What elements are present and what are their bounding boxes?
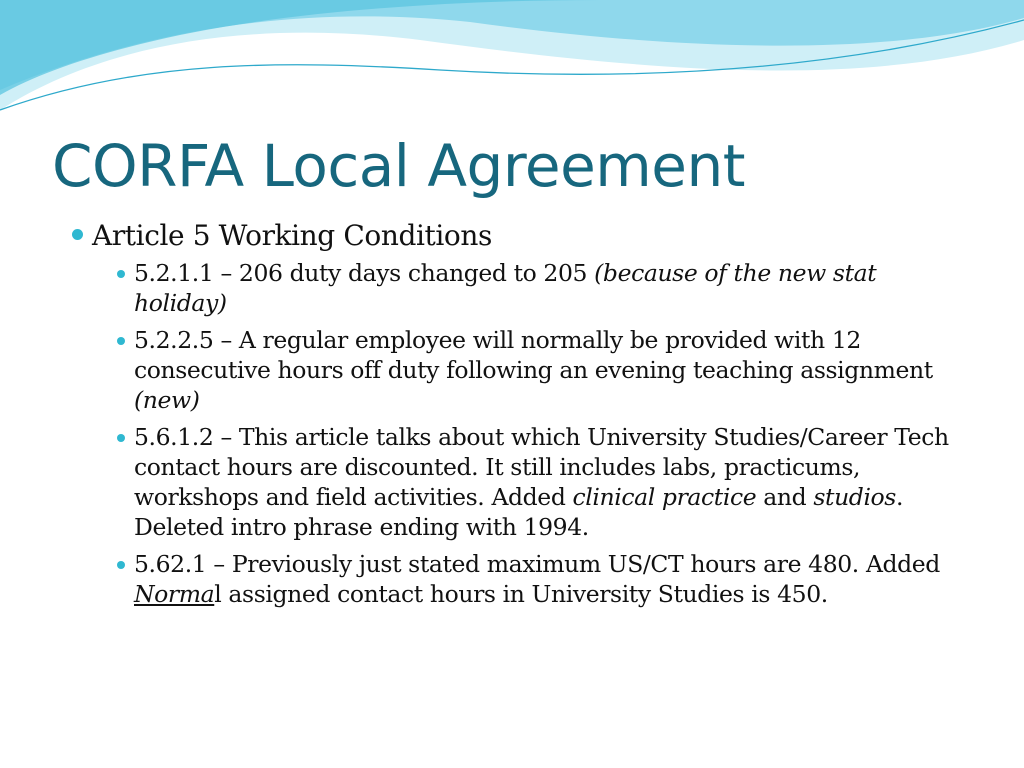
slide-content xyxy=(72,220,972,616)
sub-bullet-text: 5.62.1 – Previously just stated maximum US/CT hours are 480. Added Normal assigned contact hours in University Studies is 450. xyxy=(134,550,940,608)
sub-bullet-dot-icon xyxy=(117,270,125,278)
sub-bullet-dot-icon xyxy=(117,561,125,569)
main-bullet-text: Article 5 Working Conditions xyxy=(92,219,492,252)
sub-bullet-text: 5.2.1.1 – 206 duty days changed to 205 (because of the new stat holiday) xyxy=(134,259,877,317)
sub-bullet-text: 5.2.2.5 – A regular employee will normally be provided with 12 consecutive hours off duty following an evening teaching assignment (new) xyxy=(134,326,933,414)
slide-title: CORFA Local Agreement xyxy=(52,132,745,200)
sub-bullet-dot-icon xyxy=(117,337,125,345)
sub-bullet-item xyxy=(112,549,972,609)
bullet-list xyxy=(72,220,972,609)
sub-bullet-item xyxy=(112,325,972,415)
sub-bullet-text: 5.6.1.2 – This article talks about which University Studies/Career Tech contact hours are discounted. It still includes labs, practicums, workshops and field activities. Added clinical practice and studios. Deleted intro phrase ending with 1994. xyxy=(134,423,949,541)
header-wave-decoration xyxy=(0,0,1024,130)
bullet-dot-icon xyxy=(72,229,83,240)
sub-bullet-item xyxy=(112,258,972,318)
main-bullet xyxy=(72,220,972,609)
sub-bullet-item xyxy=(112,422,972,542)
sub-bullet-list xyxy=(112,258,972,609)
sub-bullet-dot-icon xyxy=(117,434,125,442)
